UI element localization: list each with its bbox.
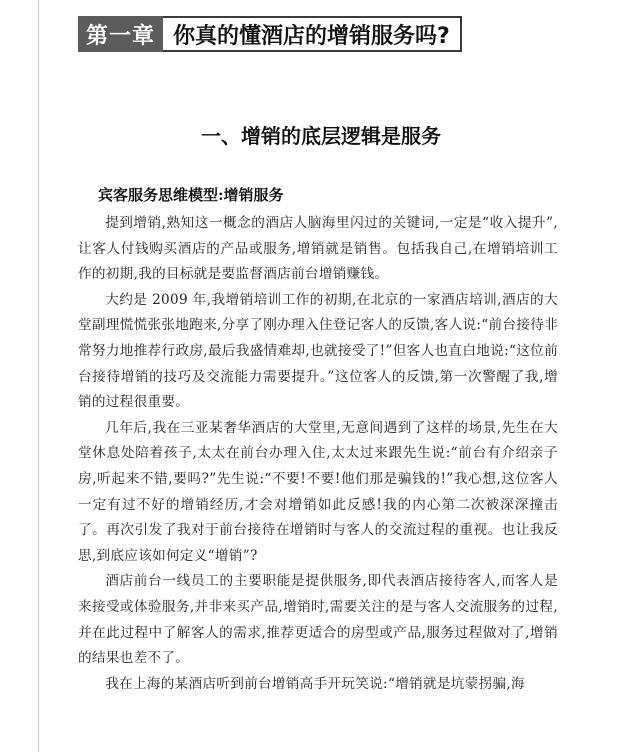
chapter-number: 第一章 [78,16,163,52]
chapter-title: 你真的懂酒店的增销服务吗? [163,16,462,52]
paragraph: 提到增销,熟知这一概念的酒店人脑海里闪过的关键词,一定是“收入提升”,让客人付钱购买酒店的产品或服务,增销就是销售。包括我自己,在增销培训工作的初期,我的目标就是要监督酒店前台增销赚钱。 [78,215,558,283]
chapter-header [78,16,462,52]
paragraph: 我在上海的某酒店听到前台增销高手开玩笑说:“增销就是坑蒙拐骗,海 [105,675,525,692]
body-text [78,211,558,697]
paragraph: 几年后,我在三亚某奢华酒店的大堂里,无意间遇到了这样的场景,先生在大堂休息处陪着孩子,太太在前台办理入住,太太过来跟先生说:“前台有介绍亲子房,听起来不错,要吗?”先生说:“不要!不要!他们那是骗钱的!”我心想,这位客人一定有过不好的增销经历,才会对增销如此反感!我的内心第二次被深深撞击了。再次引发了我对于前台接待在增销时与客人的交流过程的重视。也让我反思,到底应该如何定义“增销”? [78,419,558,564]
page-edge-line [38,0,39,752]
section-title: 一、增销的底层逻辑是服务 [201,124,441,148]
paragraph: 酒店前台一线员工的主要职能是提供服务,即代表酒店接待客人,而客人是来接受或体验服务,并非来买产品,增销时,需要关注的是与客人交流服务的过程,并在此过程中了解客人的需求,推荐更适合的房型或产品,服务过程做对了,增销的结果也差不了。 [78,573,558,667]
paragraph: 大约是 2009 年,我增销培训工作的初期,在北京的一家酒店培训,酒店的大堂副理慌慌张张地跑来,分享了刚办理入住登记客人的反馈,客人说:“前台接待非常努力地推荐行政房,最后我盛情难却,也就接受了!”但客人也直白地说:“这位前台接待增销的技巧及交流能力需要提升。”这位客人的反馈,第一次警醒了我,增销的过程很重要。 [78,291,558,411]
subsection-title: 宾客服务思维模型:增销服务 [98,186,284,204]
